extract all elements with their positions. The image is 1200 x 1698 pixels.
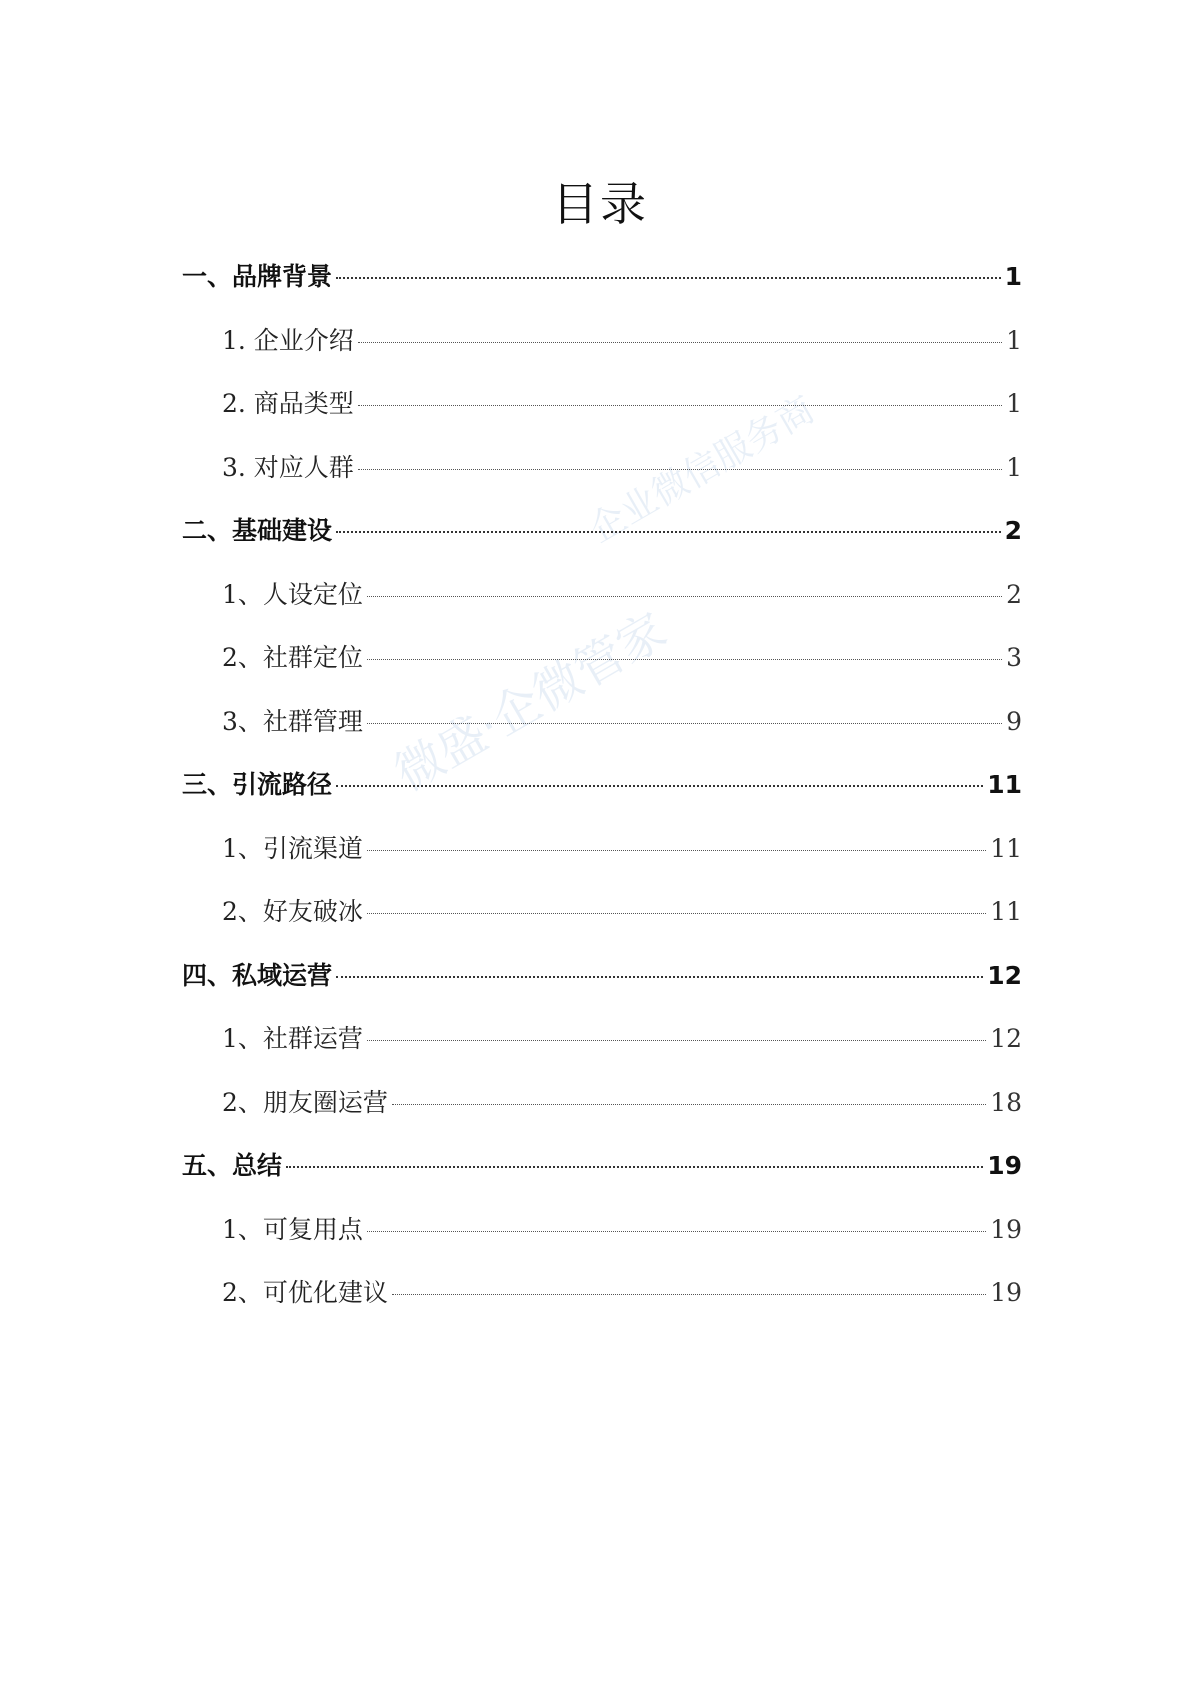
toc-entry[interactable] xyxy=(182,626,1022,690)
toc-entry-label: 3、社群管理 xyxy=(222,706,363,736)
toc-entry[interactable] xyxy=(182,690,1022,754)
toc-entry-label: 1、引流渠道 xyxy=(222,833,363,863)
toc-entry[interactable] xyxy=(182,1071,1022,1135)
toc-entry[interactable] xyxy=(182,1007,1022,1071)
toc-entry-page: 2 xyxy=(1006,579,1022,609)
toc-entry[interactable] xyxy=(182,372,1022,436)
toc-entry-page: 18 xyxy=(990,1087,1022,1117)
toc-entry-label: 1、人设定位 xyxy=(222,579,363,609)
toc-entry[interactable] xyxy=(182,944,1022,1008)
toc-entry[interactable] xyxy=(182,1198,1022,1262)
toc-leader-dots xyxy=(358,342,1002,343)
toc-leader-dots xyxy=(367,723,1002,724)
toc-entry-page: 11 xyxy=(990,897,1022,926)
toc-entry-label: 1、可复用点 xyxy=(222,1214,363,1244)
toc-entry-label: 一、品牌背景 xyxy=(182,262,333,291)
toc-entry-page: 1 xyxy=(1006,452,1022,482)
toc-entry-page: 19 xyxy=(990,1214,1022,1244)
toc-entry-page: 1 xyxy=(1004,262,1022,291)
toc-entry-label: 三、引流路径 xyxy=(182,770,333,799)
toc-entry-label: 3. 对应人群 xyxy=(222,452,354,482)
toc-entry-label: 2、社群定位 xyxy=(222,643,363,672)
toc-leader-dots xyxy=(367,596,1002,597)
toc-leader-dots xyxy=(286,1166,983,1168)
watermark-primary-text: 微盛·企微管家 xyxy=(385,602,677,803)
toc-leader-dots xyxy=(392,1104,986,1105)
toc-entry-page: 19 xyxy=(990,1278,1022,1307)
toc-leader-dots xyxy=(358,405,1002,406)
toc-entry-label: 2. 商品类型 xyxy=(222,389,354,418)
toc-entry-label: 2、可优化建议 xyxy=(222,1278,388,1307)
toc-entry[interactable] xyxy=(182,817,1022,881)
toc-entry-label: 2、好友破冰 xyxy=(222,897,363,926)
watermark-secondary-text: 企业微信服务商 xyxy=(582,389,822,551)
toc-entry[interactable] xyxy=(182,499,1022,563)
toc-leader-dots xyxy=(336,785,983,787)
toc-entry-page: 9 xyxy=(1006,706,1022,736)
toc-entry-label: 2、朋友圈运营 xyxy=(222,1087,388,1117)
toc-leader-dots xyxy=(367,1040,986,1041)
toc-leader-dots xyxy=(367,913,986,914)
toc-entry-label: 1. 企业介绍 xyxy=(222,325,354,355)
toc-entry[interactable] xyxy=(182,1261,1022,1325)
table-of-contents xyxy=(182,245,1022,1325)
page-title: 目录 xyxy=(552,177,648,231)
toc-entry-page: 1 xyxy=(1006,325,1022,355)
toc-entry-label: 四、私域运营 xyxy=(182,960,333,990)
toc-entry[interactable] xyxy=(182,309,1022,373)
toc-leader-dots xyxy=(358,469,1002,470)
toc-entry[interactable] xyxy=(182,245,1022,309)
toc-entry-page: 19 xyxy=(987,1151,1022,1180)
toc-entry[interactable] xyxy=(182,880,1022,944)
toc-leader-dots xyxy=(336,277,1001,279)
toc-entry-label: 五、总结 xyxy=(182,1151,283,1180)
toc-entry-label: 二、基础建设 xyxy=(182,516,333,545)
toc-leader-dots xyxy=(367,1231,986,1232)
toc-entry-page: 1 xyxy=(1006,389,1022,418)
toc-entry-page: 11 xyxy=(990,833,1022,863)
toc-entry-page: 11 xyxy=(987,770,1022,799)
toc-leader-dots xyxy=(336,531,1001,533)
toc-entry-page: 12 xyxy=(990,1024,1022,1053)
toc-entry[interactable] xyxy=(182,563,1022,627)
toc-leader-dots xyxy=(367,850,986,851)
toc-leader-dots xyxy=(336,976,983,978)
toc-entry[interactable] xyxy=(182,753,1022,817)
toc-entry[interactable] xyxy=(182,436,1022,500)
toc-entry-label: 1、社群运营 xyxy=(222,1024,363,1053)
toc-leader-dots xyxy=(367,659,1002,660)
toc-entry-page: 3 xyxy=(1006,643,1022,672)
toc-entry-page: 2 xyxy=(1004,516,1022,545)
toc-entry[interactable] xyxy=(182,1134,1022,1198)
toc-entry-page: 12 xyxy=(987,960,1022,990)
toc-leader-dots xyxy=(392,1294,986,1295)
